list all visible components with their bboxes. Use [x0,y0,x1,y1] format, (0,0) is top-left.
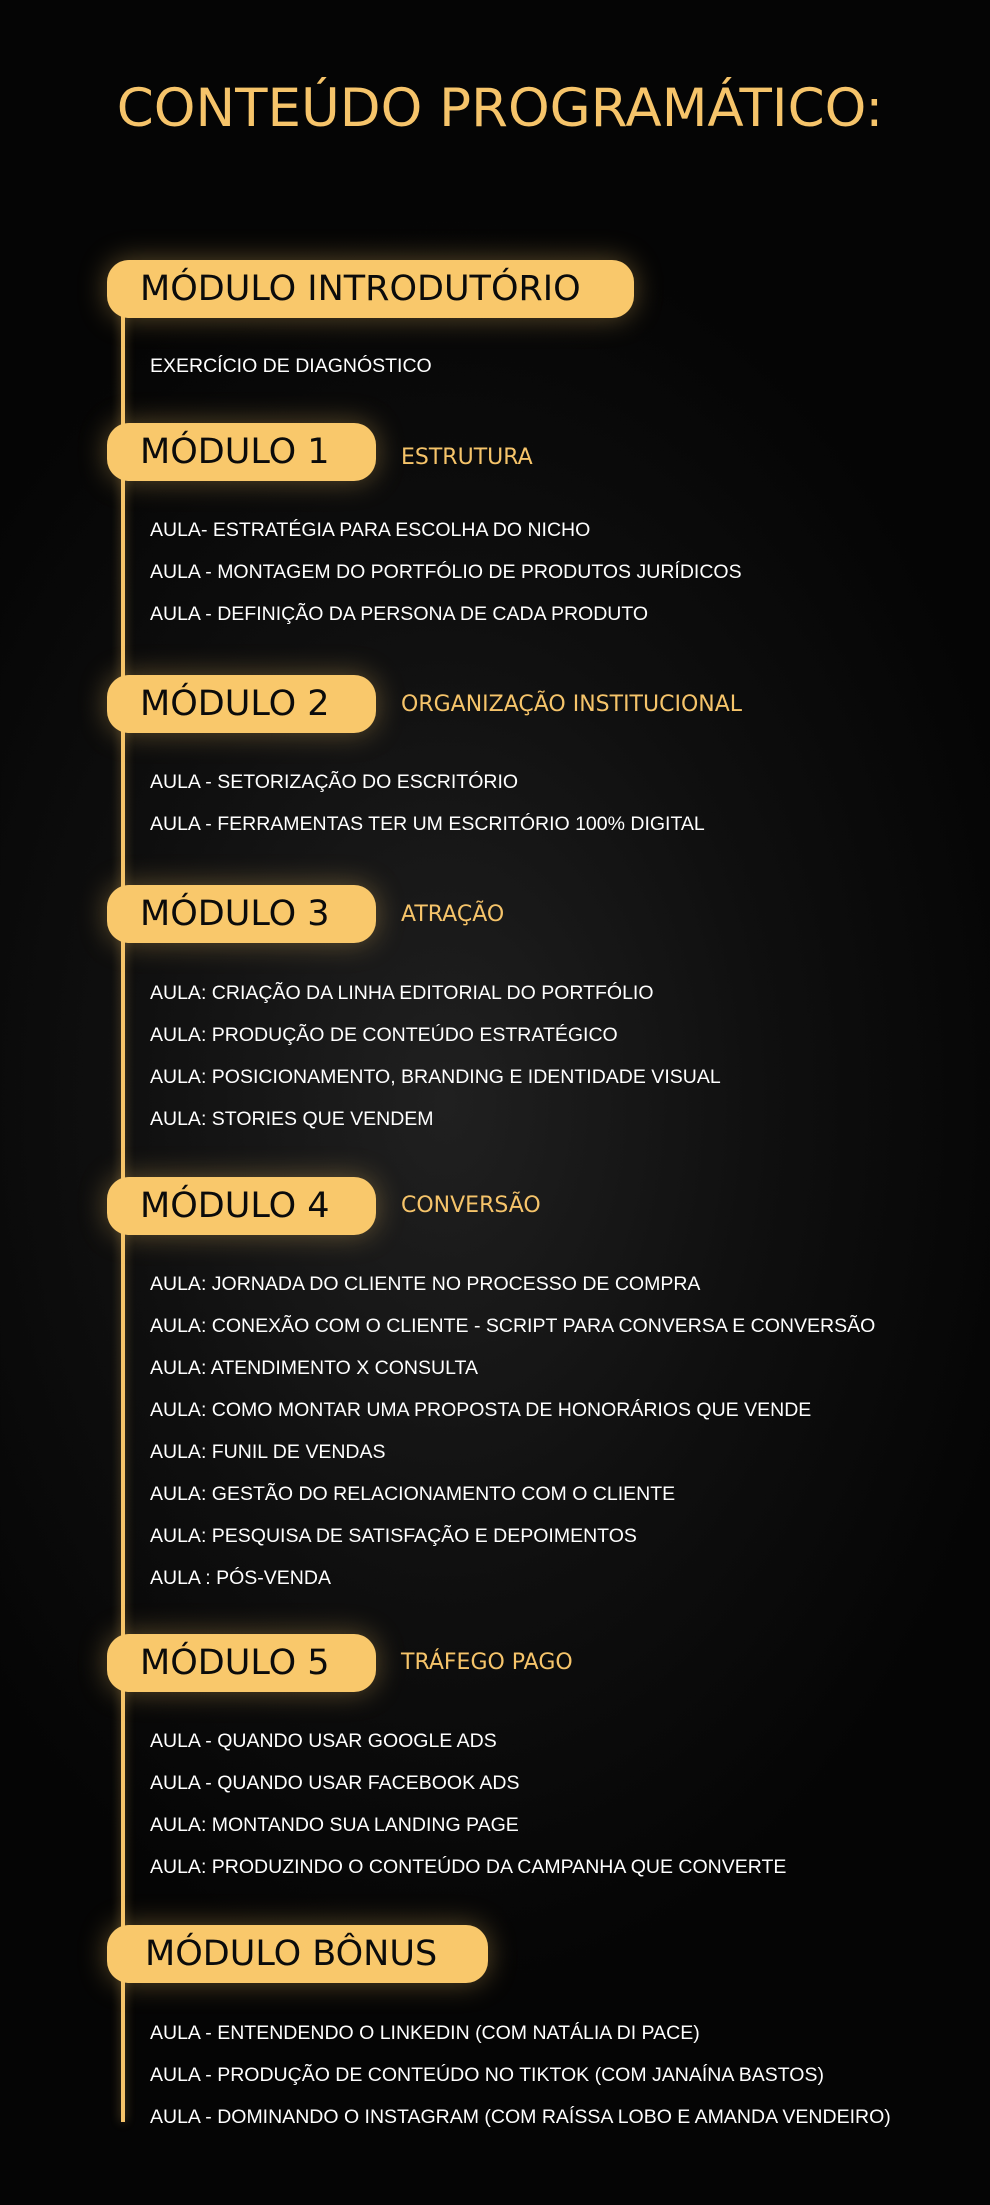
module-intro-title: MÓDULO INTRODUTÓRIO [140,269,581,309]
module-4-pill [107,1177,376,1235]
lesson-item: AULA: ATENDIMENTO X CONSULTA [150,1357,478,1379]
lesson-item: AULA: MONTANDO SUA LANDING PAGE [150,1814,519,1836]
module-1-title: MÓDULO 1 [140,432,330,472]
module-bonus-title: MÓDULO BÔNUS [145,1934,438,1974]
module-bonus-pill [107,1925,488,1983]
page-title: CONTEÚDO PROGRAMÁTICO: [116,78,884,139]
lesson-item: AULA - ENTENDENDO O LINKEDIN (COM NATÁLIA DI PACE) [150,2022,700,2044]
lesson-item: AULA: STORIES QUE VENDEM [150,1108,434,1130]
lesson-item: AULA: FUNIL DE VENDAS [150,1441,386,1463]
module-5-title: MÓDULO 5 [140,1643,330,1683]
lesson-item: AULA : PÓS-VENDA [150,1567,331,1589]
lesson-item: AULA - DOMINANDO O INSTAGRAM (COM RAÍSSA LOBO E AMANDA VENDEIRO) [150,2106,891,2128]
module-3-title: MÓDULO 3 [140,894,330,934]
lesson-item: EXERCÍCIO DE DIAGNÓSTICO [150,355,432,377]
lesson-item: AULA: JORNADA DO CLIENTE NO PROCESSO DE COMPRA [150,1273,701,1295]
lesson-item: AULA: PRODUZINDO O CONTEÚDO DA CAMPANHA QUE CONVERTE [150,1856,787,1878]
lesson-item: AULA: POSICIONAMENTO, BRANDING E IDENTIDADE VISUAL [150,1066,721,1088]
lesson-item: AULA - QUANDO USAR GOOGLE ADS [150,1730,497,1752]
module-5-subtitle: TRÁFEGO PAGO [401,1650,573,1675]
module-2-pill [107,675,376,733]
module-1-subtitle: ESTRUTURA [401,445,533,470]
lesson-item: AULA: CRIAÇÃO DA LINHA EDITORIAL DO PORTFÓLIO [150,982,654,1004]
module-2-subtitle: ORGANIZAÇÃO INSTITUCIONAL [401,692,743,717]
lesson-item: AULA - SETORIZAÇÃO DO ESCRITÓRIO [150,771,519,793]
lesson-item: AULA - MONTAGEM DO PORTFÓLIO DE PRODUTOS JURÍDICOS [150,561,742,583]
module-5-pill [107,1634,376,1692]
lesson-item: AULA: GESTÃO DO RELACIONAMENTO COM O CLIENTE [150,1483,676,1505]
module-3-subtitle: ATRAÇÃO [401,902,505,927]
lesson-item: AULA: PRODUÇÃO DE CONTEÚDO ESTRATÉGICO [150,1024,618,1046]
lesson-item: AULA: CONEXÃO COM O CLIENTE - SCRIPT PARA CONVERSA E CONVERSÃO [150,1315,876,1337]
lesson-item: AULA - FERRAMENTAS TER UM ESCRITÓRIO 100% DIGITAL [150,813,705,835]
module-intro-pill [107,260,634,318]
lesson-item: AULA: COMO MONTAR UMA PROPOSTA DE HONORÁRIOS QUE VENDE [150,1399,812,1421]
lesson-item: AULA - QUANDO USAR FACEBOOK ADS [150,1772,520,1794]
lesson-item: AULA- ESTRATÉGIA PARA ESCOLHA DO NICHO [150,519,591,541]
module-4-title: MÓDULO 4 [140,1186,330,1226]
module-1-pill [107,423,376,481]
lesson-item: AULA - DEFINIÇÃO DA PERSONA DE CADA PRODUTO [150,603,649,625]
module-2-title: MÓDULO 2 [140,684,330,724]
module-4-subtitle: CONVERSÃO [401,1193,541,1218]
lesson-item: AULA: PESQUISA DE SATISFAÇÃO E DEPOIMENTOS [150,1525,637,1547]
module-3-pill [107,885,376,943]
lesson-item: AULA - PRODUÇÃO DE CONTEÚDO NO TIKTOK (COM JANAÍNA BASTOS) [150,2064,824,2086]
